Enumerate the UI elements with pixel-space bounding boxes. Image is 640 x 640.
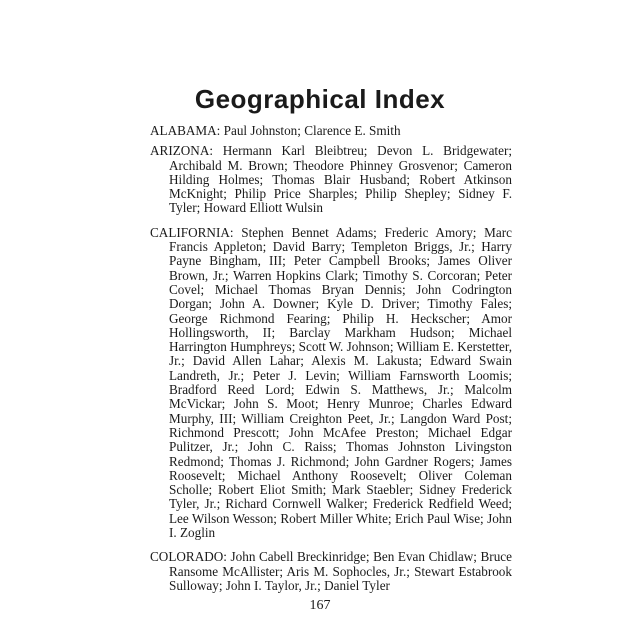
entry-names: Hermann Karl Bleibtreu; Devon L. Bridgewater; Archibald M. Brown; Theodore Phinney Grosvenor; Cameron Hilding Holmes; Thomas Blair Husband; Robert Atkinson McKnight; Philip Price Sharples; Philip Shepley; Sidney F. Tyler; Howard Elliott Wulsin	[169, 143, 512, 216]
index-entry-california	[150, 226, 512, 541]
entry-names: Stephen Bennet Adams; Frederic Amory; Marc Francis Appleton; David Barry; Templeton Briggs, Jr.; Harry Payne Bingham, III; Peter Campbell Brooks; James Oliver Brown, Jr.; Warren Hopkins Clark; Timothy S. Corcoran; Peter Covel; Michael Thomas Bryan Dennis; John Codrington Dorgan; John A. Downer; Kyle D. Driver; Timothy Fales; George Richmond Fearing; Philip H. Heckscher; Amor Hollingsworth, II; Barclay Markham Hudson; Michael Harrington Humphreys; Scott W. Johnson; William E. Kerstetter, Jr.; David Allen Lahar; Alexis M. Lakusta; Edward Swain Landreth, Jr.; Peter J. Levin; William Farnsworth Loomis; Bradford Reed Lord; Edwin S. Matthews, Jr.; Malcolm McVickar; John S. Moot; Henry Munroe; Charles Edward Murphy, III; William Creighton Peet, Jr.; Langdon Ward Post; Richmond Prescott; John McAfee Preston; Michael Edgar Pulitzer, Jr.; John C. Raiss; Thomas Johnston Livingston Redmond; Thomas J. Richmond; John Gardner Rogers; James Roosevelt; Michael Anthony Roosevelt; Oliver Coleman Scholle; Robert Eliot Smith; Mark Staebler; Sidney Frederick Tyler, Jr.; Richard Cornwell Walker; Frederick Redfield Weed; Lee Wilson Wesson; Robert Miller White; Erich Paul Wise; John I. Zoglin	[169, 224, 512, 541]
index-entry-alabama	[150, 124, 512, 138]
entry-names: Paul Johnston; Clarence E. Smith	[223, 123, 401, 138]
state-name: ARIZONA:	[150, 143, 214, 159]
index-entry-arizona	[150, 144, 512, 215]
state-name: COLORADO:	[150, 549, 227, 565]
state-name: ALABAMA:	[150, 123, 221, 138]
entry-names: John Cabell Breckinridge; Ben Evan Chidlaw; Bruce Ransome McAllister; Aris M. Sophocles, Jr.; Stewart Estabrook Sulloway; John I. Taylor, Jr.; Daniel Tyler	[169, 549, 512, 593]
geographical-index	[150, 124, 512, 603]
index-entry-colorado	[150, 550, 512, 593]
page-number: 167	[309, 598, 331, 613]
state-name: CALIFORNIA:	[150, 224, 234, 240]
page-title: Geographical Index	[194, 84, 446, 114]
